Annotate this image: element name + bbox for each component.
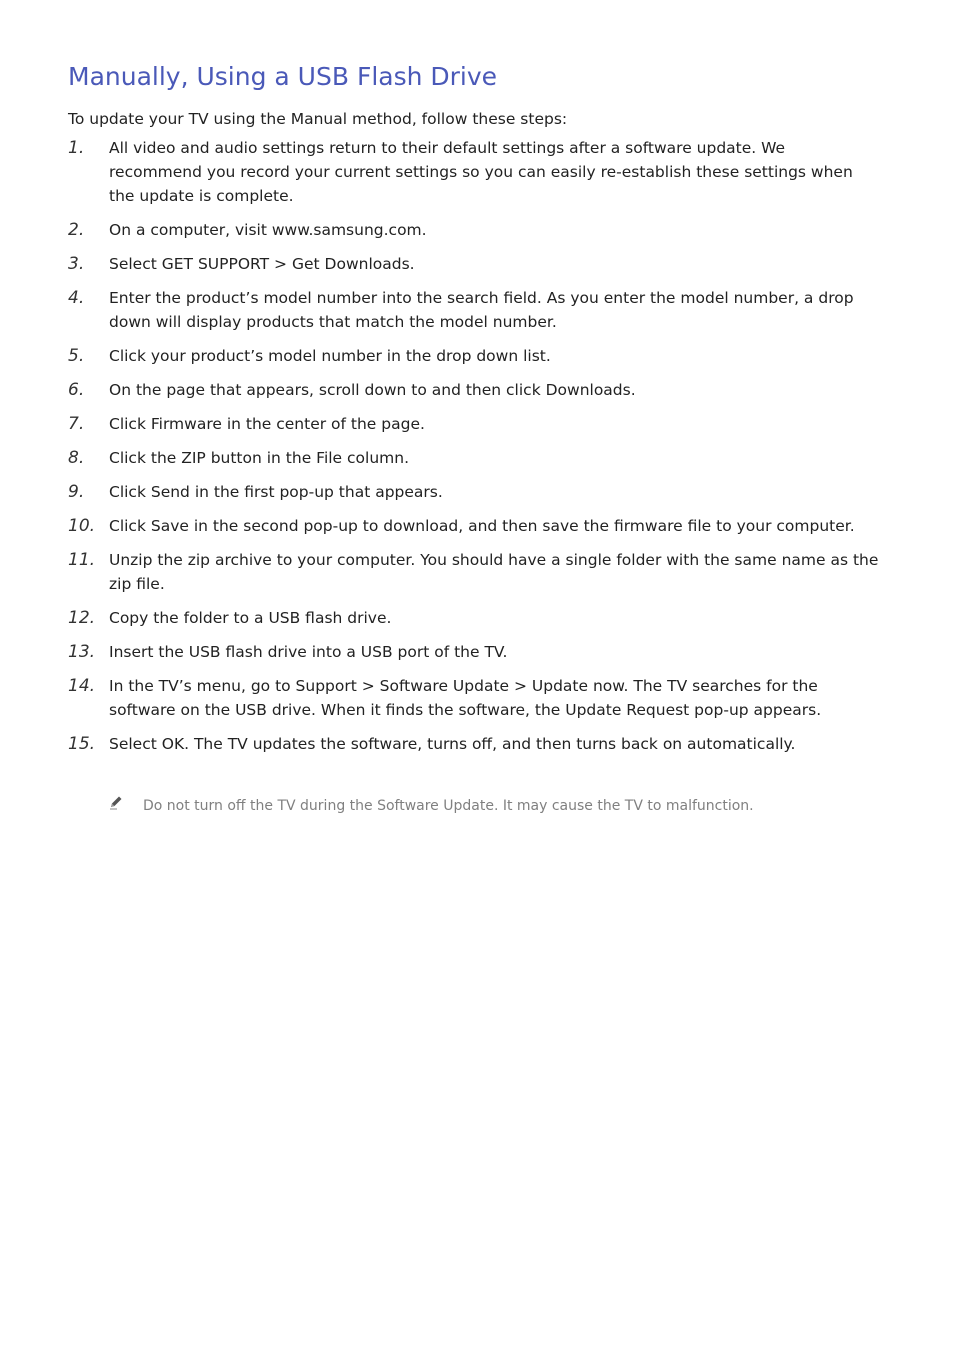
step-number: 15. [68, 734, 96, 754]
step-number: 11. [68, 550, 96, 570]
step-number: 1. [68, 138, 85, 158]
list-item [0, 378, 879, 402]
list-item [0, 480, 879, 504]
list-item [0, 218, 879, 242]
step-text: On the page that appears, scroll down to and then click Downloads. [109, 381, 636, 399]
step-text: Select OK. The TV updates the software, turns off, and then turns back on automatically. [109, 735, 796, 753]
step-text: In the TV’s menu, go to Support > Software Update > Update now. The TV searches for the software on the USB drive. When it finds the software, the Update Request pop-up appears. [109, 677, 822, 719]
step-text: Enter the product’s model number into the search field. As you enter the model number, a drop down will display products that match the model number. [109, 289, 854, 331]
step-number: 10. [68, 516, 96, 536]
list-item [0, 548, 879, 596]
list-item [0, 640, 879, 664]
step-number: 8. [68, 448, 85, 468]
step-number: 12. [68, 608, 96, 628]
list-item [0, 412, 879, 436]
step-text: Click Save in the second pop-up to download, and then save the firmware file to your computer. [109, 517, 855, 535]
list-item [0, 674, 879, 722]
step-number: 9. [68, 482, 85, 502]
step-number: 13. [68, 642, 96, 662]
list-item [0, 136, 879, 208]
step-number: 2. [68, 220, 85, 240]
list-item [0, 606, 879, 630]
step-number: 3. [68, 254, 85, 274]
step-number: 4. [68, 288, 85, 308]
section-title: Manually, Using a USB Flash Drive [68, 62, 498, 91]
list-item [0, 344, 879, 368]
list-item [0, 514, 879, 538]
step-text: Select GET SUPPORT > Get Downloads. [109, 255, 415, 273]
step-text: Click Send in the first pop-up that appears. [109, 483, 443, 501]
step-text: Insert the USB flash drive into a USB port of the TV. [109, 643, 508, 661]
list-item [0, 286, 879, 334]
step-text: Click your product’s model number in the drop down list. [109, 347, 551, 365]
step-text: Click the ZIP button in the File column. [109, 449, 410, 467]
step-text: All video and audio settings return to their default settings after a software update. We recommend you record your current settings so you can easily re-establish these settings when the update is complete. [109, 139, 853, 205]
step-number: 14. [68, 676, 96, 696]
step-number: 6. [68, 380, 85, 400]
pencil-icon [108, 794, 124, 810]
step-text: On a computer, visit www.samsung.com. [109, 221, 427, 239]
list-item [0, 446, 879, 470]
list-item [0, 732, 879, 756]
step-text: Copy the folder to a USB flash drive. [109, 609, 392, 627]
step-text: Click Firmware in the center of the page. [109, 415, 425, 433]
step-text: Unzip the zip archive to your computer. You should have a single folder with the same name as the zip file. [109, 551, 879, 593]
list-item [0, 252, 879, 276]
step-number: 7. [68, 414, 85, 434]
intro-text: To update your TV using the Manual method, follow these steps: [68, 110, 568, 128]
step-number: 5. [68, 346, 85, 366]
steps-list [0, 136, 954, 766]
note-text: Do not turn off the TV during the Software Update. It may cause the TV to malfunction. [143, 798, 754, 814]
